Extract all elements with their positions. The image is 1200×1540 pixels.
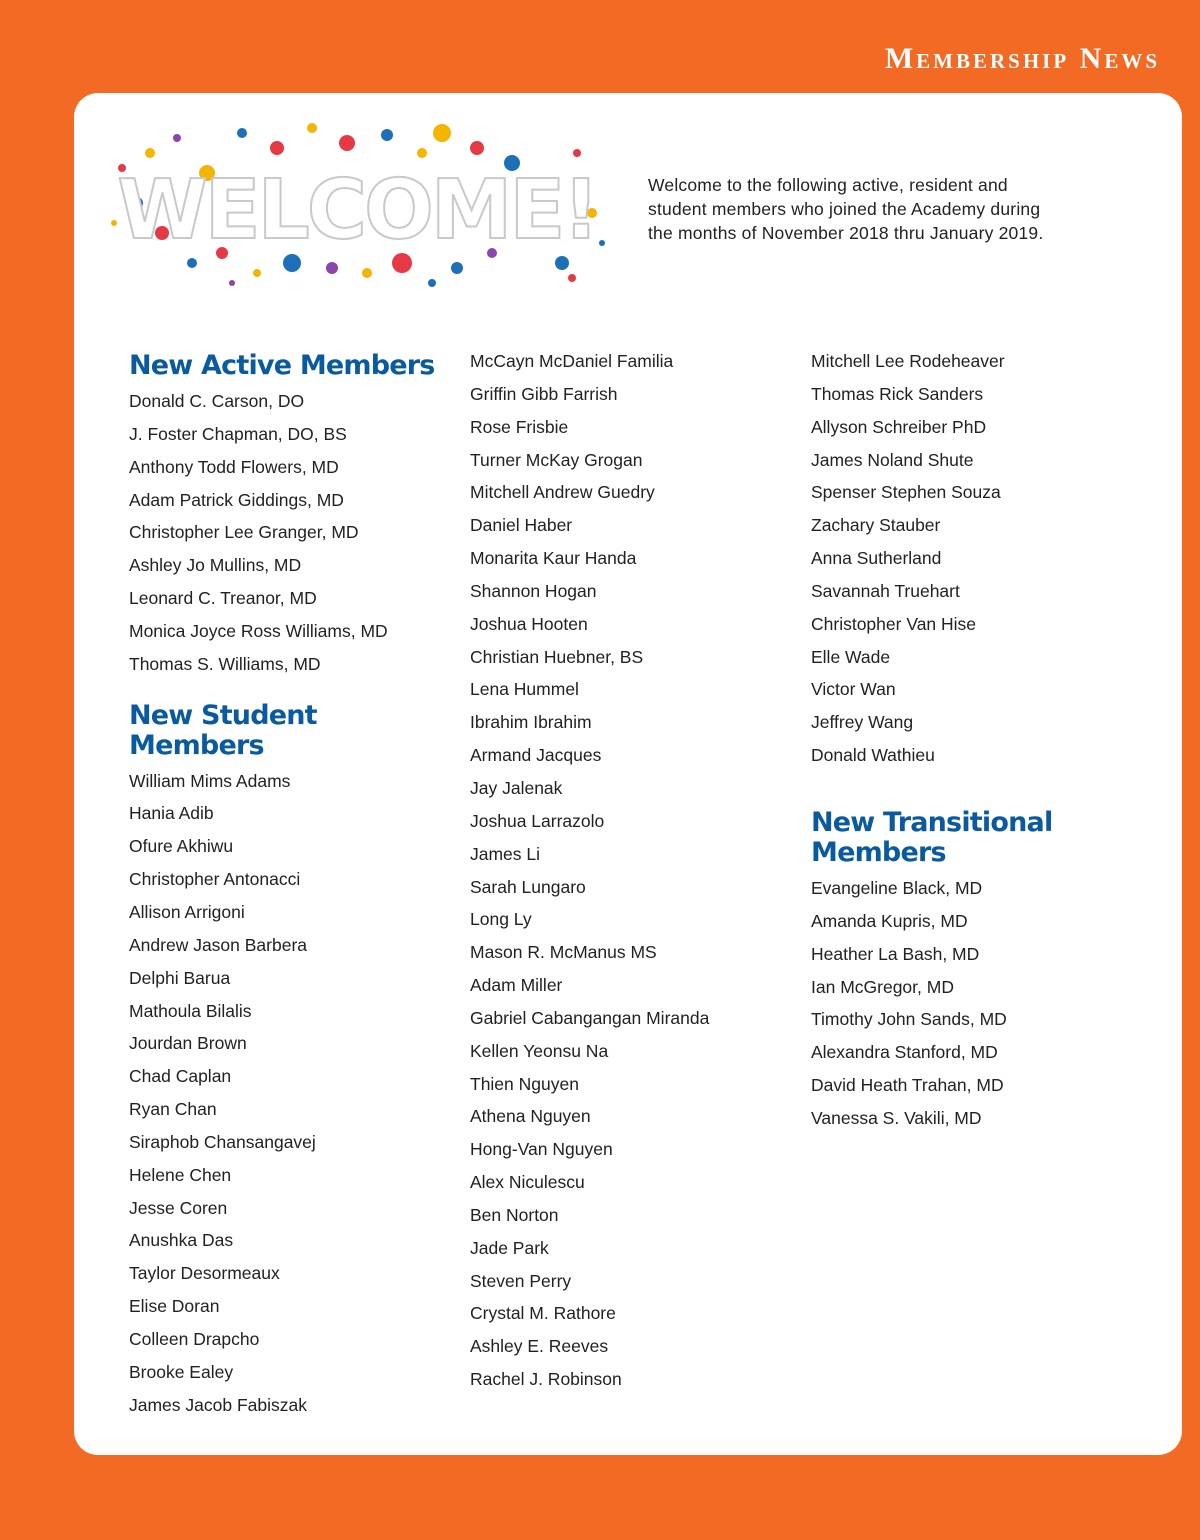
member-name: Steven Perry	[470, 1270, 572, 1291]
member-name: Jay Jalenak	[470, 777, 563, 798]
member-name: Allyson Schreiber PhD	[811, 416, 987, 437]
member-name: Spenser Stephen Souza	[811, 482, 1001, 503]
member-name: Monica Joyce Ross Williams, MD	[129, 620, 388, 641]
member-name: Adam Patrick Giddings, MD	[129, 489, 344, 510]
member-name: Heather La Bash, MD	[811, 943, 980, 964]
member-name: Christopher Lee Granger, MD	[129, 522, 359, 543]
column-1	[129, 345, 459, 1421]
member-name: Andrew Jason Barbera	[129, 934, 308, 955]
member-name: David Heath Trahan, MD	[811, 1075, 1004, 1096]
member-name: Vanessa S. Vakili, MD	[811, 1107, 982, 1128]
transitional-heading-line-2: Members	[811, 836, 946, 868]
member-name: Mitchell Lee Rodeheaver	[811, 351, 1005, 371]
member-name: Savannah Truehart	[811, 580, 960, 601]
member-name: Evangeline Black, MD	[811, 877, 983, 898]
member-name: Thomas Rick Sanders	[811, 383, 984, 404]
member-name: Adam Miller	[470, 975, 563, 996]
member-name: Hania Adib	[129, 803, 214, 824]
member-name: Joshua Larrazolo	[470, 810, 605, 831]
member-name: Siraphob Chansangavej	[129, 1131, 316, 1152]
member-name: Jesse Coren	[129, 1197, 228, 1218]
student-members-heading: New Student Members	[129, 699, 317, 761]
member-name: Joshua Hooten	[470, 613, 588, 634]
member-name: Victor Wan	[811, 679, 896, 700]
member-name: Chad Caplan	[129, 1066, 232, 1087]
member-name: Ashley E. Reeves	[470, 1336, 609, 1357]
member-name: James Li	[470, 843, 541, 864]
member-name: Thomas S. Williams, MD	[129, 653, 321, 674]
member-name: Anushka Das	[129, 1230, 234, 1251]
active-members-list	[129, 385, 459, 681]
member-name: Sarah Lungaro	[470, 876, 586, 897]
column-3	[811, 345, 1141, 1135]
transitional-members-heading	[811, 808, 1141, 868]
member-name: Mason R. McManus MS	[470, 942, 657, 963]
member-name: Ibrahim Ibrahim	[470, 712, 592, 733]
intro-text: Welcome to the following active, resident and student members who joined the Academy during the months of November 2018 thru January 2019.	[648, 175, 1044, 243]
member-name: Zachary Stauber	[811, 515, 941, 536]
member-name: Helene Chen	[129, 1164, 232, 1185]
member-name: Thien Nguyen	[470, 1073, 579, 1094]
member-name: Christopher Van Hise	[811, 613, 977, 634]
member-name: Leonard C. Treanor, MD	[129, 588, 317, 609]
member-name: Lena Hummel	[470, 679, 579, 700]
member-name: Allison Arrigoni	[129, 901, 245, 922]
member-name: Griffin Gibb Farrish	[470, 383, 618, 404]
student-members-list-3	[811, 345, 1141, 772]
member-name: Rachel J. Robinson	[470, 1369, 622, 1390]
member-name: McCayn McDaniel Familia	[470, 351, 674, 371]
member-name: J. Foster Chapman, DO, BS	[129, 423, 347, 444]
member-name: Colleen Drapcho	[129, 1328, 260, 1349]
member-name: Jourdan Brown	[129, 1033, 247, 1054]
member-name: Ryan Chan	[129, 1099, 217, 1120]
member-name: Kellen Yeonsu Na	[470, 1040, 609, 1061]
member-name: Hong-Van Nguyen	[470, 1139, 613, 1160]
member-name: Mitchell Andrew Guedry	[470, 482, 655, 503]
member-name: Mathoula Bilalis	[129, 1000, 252, 1021]
welcome-text: WELCOME!	[117, 163, 597, 258]
member-name: Amanda Kupris, MD	[811, 910, 968, 931]
member-name: Athena Nguyen	[470, 1106, 591, 1127]
member-name: Elle Wade	[811, 646, 891, 667]
member-name: Rose Frisbie	[470, 416, 569, 437]
active-members-heading: New Active Members	[129, 350, 435, 381]
member-name: Ian McGregor, MD	[811, 976, 954, 997]
member-name: Shannon Hogan	[470, 580, 597, 601]
confetti-welcome-image	[102, 113, 612, 293]
member-name: Monarita Kaur Handa	[470, 548, 637, 569]
member-name: Taylor Desormeaux	[129, 1263, 280, 1284]
member-name: Elise Doran	[129, 1296, 220, 1317]
member-name: James Noland Shute	[811, 449, 974, 470]
section-label: Membership News	[884, 42, 1160, 75]
member-name: Long Ly	[470, 909, 532, 930]
student-members-list-1	[129, 765, 459, 1422]
member-name: Donald C. Carson, DO	[129, 391, 305, 411]
member-name: William Mims Adams	[129, 770, 291, 791]
transitional-heading-line-1: New Transitional	[811, 806, 1053, 838]
member-name: Ashley Jo Mullins, MD	[129, 555, 302, 576]
student-members-list-2	[470, 345, 800, 1396]
member-name: Turner McKay Grogan	[470, 449, 643, 470]
member-name: Gabriel Cabangangan Miranda	[470, 1007, 710, 1028]
transitional-members-list	[811, 872, 1141, 1135]
content-card	[74, 93, 1182, 1455]
member-name: Alex Niculescu	[470, 1172, 585, 1193]
welcome-graphic	[102, 113, 612, 293]
member-name: Christian Huebner, BS	[470, 646, 644, 667]
member-name: James Jacob Fabiszak	[129, 1394, 307, 1415]
member-name: Jade Park	[470, 1237, 549, 1258]
member-name: Ben Norton	[470, 1204, 559, 1225]
member-name: Christopher Antonacci	[129, 869, 301, 890]
member-name: Crystal M. Rathore	[470, 1303, 616, 1324]
member-name: Delphi Barua	[129, 967, 231, 988]
member-name: Daniel Haber	[470, 515, 573, 536]
member-name: Armand Jacques	[470, 745, 602, 766]
member-name: Donald Wathieu	[811, 745, 935, 766]
member-name: Brooke Ealey	[129, 1361, 234, 1382]
member-name: Anna Sutherland	[811, 548, 942, 569]
member-name: Jeffrey Wang	[811, 712, 914, 733]
column-2	[470, 345, 800, 1396]
member-name: Timothy John Sands, MD	[811, 1009, 1007, 1030]
member-name: Ofure Akhiwu	[129, 836, 234, 857]
member-name: Anthony Todd Flowers, MD	[129, 456, 339, 477]
member-name: Alexandra Stanford, MD	[811, 1042, 998, 1063]
